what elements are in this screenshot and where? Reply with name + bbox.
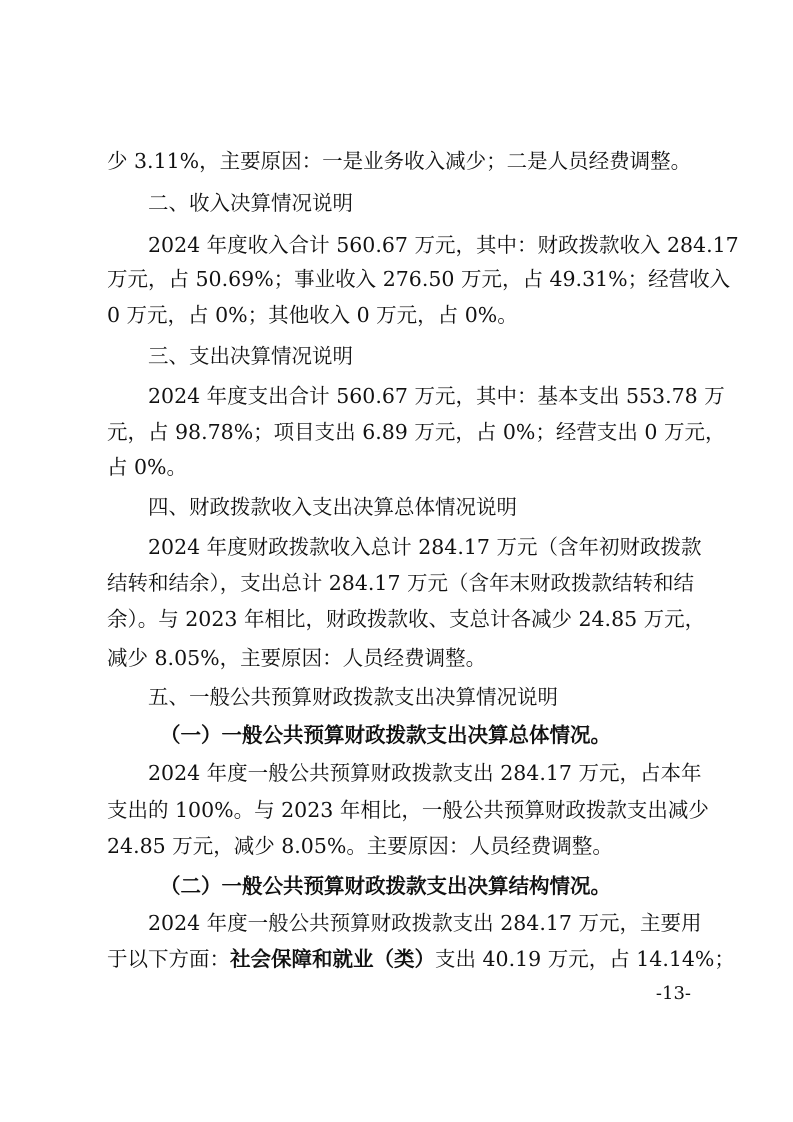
section-heading-fiscal-total: 四、财政拨款收入支出决算总体情况说明 (148, 495, 517, 519)
paragraph-line: 支出的 100%。与 2023 年相比，一般公共预算财政拨款支出减少 (107, 798, 709, 822)
line-prefix: 于以下方面： (107, 947, 230, 971)
paragraph-line: 2024 年度收入合计 560.67 万元，其中：财政拨款收入 284.17 (148, 233, 739, 257)
paragraph-line: 元，占 98.78%；项目支出 6.89 万元，占 0%；经营支出 0 万元， (107, 420, 726, 444)
section-heading-income: 二、收入决算情况说明 (148, 191, 353, 215)
paragraph-line: 2024 年度财政拨款收入总计 284.17 万元（含年初财政拨款 (148, 535, 702, 559)
paragraph-line: 2024 年度一般公共预算财政拨款支出 284.17 万元，主要用 (148, 911, 702, 935)
paragraph-line: 24.85 万元，减少 8.05%。主要原因：人员经费调整。 (107, 834, 613, 858)
paragraph-line: 2024 年度支出合计 560.67 万元，其中：基本支出 553.78 万 (148, 384, 725, 408)
paragraph-line: 占 0%。 (107, 455, 188, 479)
subheading-structure: （二）一般公共预算财政拨款支出决算结构情况。 (160, 874, 611, 898)
paragraph-line: 0 万元，占 0%；其他收入 0 万元，占 0%。 (107, 303, 518, 327)
paragraph-line: 万元，占 50.69%；事业收入 276.50 万元，占 49.31%；经营收入 (107, 267, 731, 291)
paragraph-line: 少 3.11%，主要原因：一是业务收入减少；二是人员经费调整。 (107, 149, 692, 173)
section-heading-expense: 三、支出决算情况说明 (148, 344, 353, 368)
paragraph-line-mixed (107, 942, 735, 976)
section-heading-general-budget: 五、一般公共预算财政拨款支出决算情况说明 (148, 685, 558, 709)
paragraph-line: 2024 年度一般公共预算财政拨款支出 284.17 万元，占本年 (148, 761, 702, 785)
category-social-security: 社会保障和就业（类） (230, 947, 435, 971)
subheading-overall: （一）一般公共预算财政拨款支出决算总体情况。 (160, 723, 611, 747)
paragraph-line: 减少 8.05%，主要原因：人员经费调整。 (107, 646, 487, 670)
line-suffix: 支出 40.19 万元，占 14.14%； (435, 947, 735, 971)
paragraph-line: 结转和结余），支出总计 284.17 万元（含年末财政拨款结转和结 (107, 571, 695, 595)
paragraph-line: 余）。与 2023 年相比，财政拨款收、支总计各减少 24.85 万元， (107, 607, 706, 631)
page-number: -13- (655, 983, 691, 1004)
